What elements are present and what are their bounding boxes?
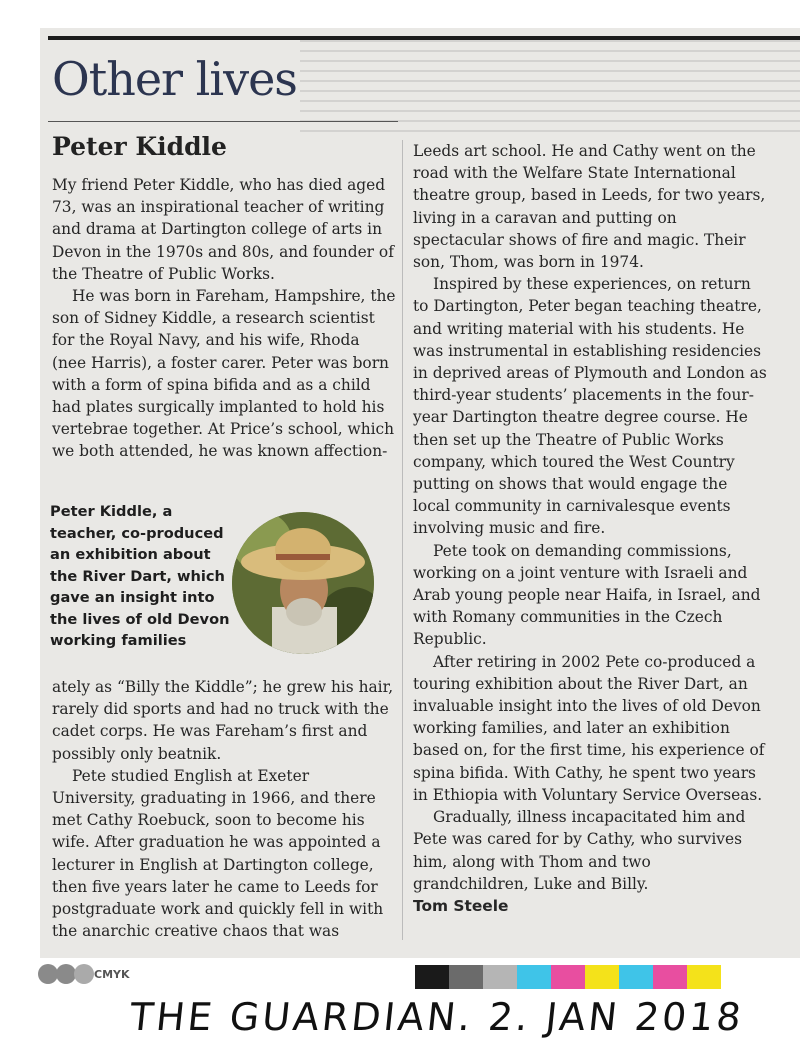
middle-column [413, 140, 768, 917]
registration-mark [56, 964, 76, 984]
color-swatch [517, 965, 551, 989]
color-swatch [483, 965, 517, 989]
byline: Tom Steele [413, 896, 509, 915]
paragraph-1: My friend Peter Kiddle, who has died aged 73, was an inspirational teacher of writing and drama at Dartington college of arts in Devon in the 1970s and 80s, and founder of the Theatre of Public Works. [52, 176, 394, 283]
registration-mark [38, 964, 58, 984]
photo-caption: Peter Kiddle, a teacher, co-produced an exhibition about the River Dart, which gave an insight into the lives of old Devon working families [50, 503, 230, 649]
color-swatch [415, 965, 449, 989]
color-swatch [619, 965, 653, 989]
handwritten-annotation: THE GUARDIAN. 2. JAN 2018 [127, 995, 746, 1039]
left-column-bottom [52, 676, 397, 942]
paragraph-7: Gradually, illness incapacitated him and Pete was cared for by Cathy, who survives him, along with Thom and two grandchildren, Luke and Billy. [413, 808, 746, 893]
paragraph-2: He was born in Fareham, Hampshire, the son of Sidney Kiddle, a research scientist for the Royal Navy, and his wife, Rhoda (nee Harris), a foster carer. Peter was born with a form of spina bifida and as a child had plates surgically implanted to hold his vertebrae together. At Price’s school, which we both attended, he was known affection- [52, 287, 396, 461]
color-swatch [687, 965, 721, 989]
obituary-headline: Peter Kiddle [52, 132, 227, 161]
paragraph-4: Inspired by these experiences, on return to Dartington, Peter began teaching theatre, and writing material with his students. He was instrumental in establishing residencies in deprived areas of Plymouth and London as third-year students’ placements in the four-year Dartington theatre degree course. He then set up the Theatre of Public Works company, which toured the West Country putting on shows that would engage the local community in carnivalesque events involving music and fire. [413, 275, 767, 538]
paragraph-6: After retiring in 2002 Pete co-produced a touring exhibition about the River Dart, an invaluable insight into the lives of old Devon working families, and later an exhibition based on, for the first time, his experience of spina bifida. With Cathy, he spent two years in Ethiopia with Voluntary Service Overseas. [413, 652, 765, 804]
cmyk-label: CMYK [94, 968, 130, 981]
paragraph-5: Pete took on demanding commissions, working on a joint venture with Israeli and Arab young people near Haifa, in Israel, and with Romany communities in the Czech Republic. [413, 541, 761, 649]
cropped-adjacent-column [770, 130, 800, 940]
portrait-illustration [232, 512, 374, 654]
color-swatch [585, 965, 619, 989]
column-divider [402, 140, 403, 940]
paragraph-2-continued: ately as “Billy the Kiddle”; he grew his hair, rarely did sports and had no truck with the cadet corps. He was Fareham’s first and possibly only beatnik. [52, 678, 394, 763]
paragraph-3: Pete studied English at Exeter University, graduating in 1966, and there met Cathy Roebuck, soon to become his wife. After graduation he was appointed a lecturer in English at Dartington college, then five years later he came to Leeds for postgraduate work and quickly fell in with the anarchic creative chaos that was [52, 766, 384, 941]
left-column-top [52, 174, 397, 463]
portrait-photo [232, 512, 374, 654]
registration-mark [74, 964, 94, 984]
section-title: Other lives [52, 52, 297, 106]
color-swatch [449, 965, 483, 989]
color-swatch [551, 965, 585, 989]
paragraph-3-continued: Leeds art school. He and Cathy went on the road with the Welfare State International theatre group, based in Leeds, for two years, living in a caravan and putting on spectacular shows of fire and magic. Their son, Thom, was born in 1974. [413, 142, 766, 272]
color-swatch [653, 965, 687, 989]
title-rule [48, 121, 398, 122]
top-rule [48, 36, 800, 40]
